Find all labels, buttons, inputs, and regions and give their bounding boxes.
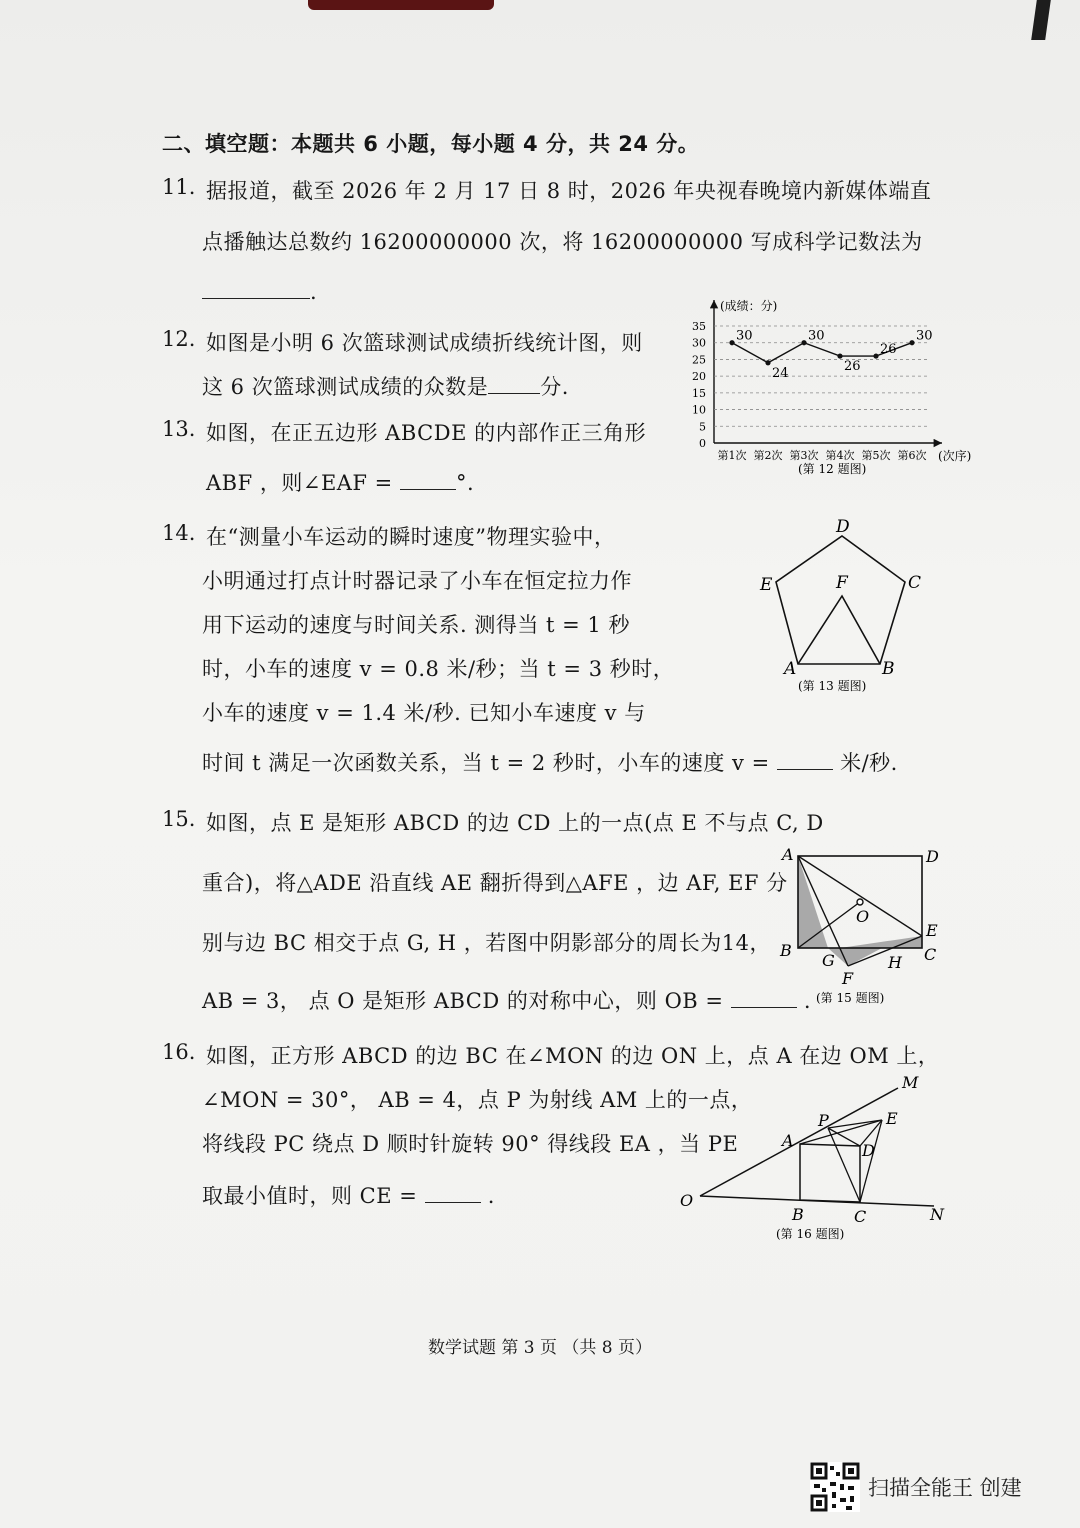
q11-line2: 点播触达总数约 16200000000 次，将 16200000000 写成科学记数法为 — [202, 230, 923, 254]
label-P: P — [818, 1111, 829, 1130]
fig15-rectangle-fold — [770, 840, 960, 1010]
q16-line1: 如图，正方形 ABCD 的边 BC 在∠MON 的边 ON 上，点 A 在边 OM 上， — [206, 1044, 940, 1068]
chart-ytick-label: 5 — [699, 420, 706, 434]
segment-PC — [828, 1128, 860, 1202]
label-E: E — [926, 921, 938, 940]
label-B: B — [792, 1205, 804, 1224]
shaded-region-right — [840, 936, 922, 948]
q13-line2a: ABF ，则∠EAF = — [206, 471, 393, 495]
label-A: A — [784, 659, 797, 679]
label-A: A — [782, 845, 794, 864]
chart-data-label: 30 — [916, 328, 933, 344]
q15-line3: 别与边 BC 相交于点 G, H ，若图中阴影部分的周长为14， — [202, 931, 772, 955]
q15-line4 — [202, 985, 811, 1015]
corner-edge-mark — [1031, 0, 1051, 40]
watermark-text: 扫描全能王 创建 — [868, 1476, 1022, 1500]
q14-line1: 在“测量小车运动的瞬时速度”物理实验中， — [206, 525, 616, 549]
q16-answer-blank — [425, 1184, 481, 1203]
label-D: D — [836, 517, 850, 537]
q14-answer-blank — [777, 751, 833, 770]
chart-data-label: 30 — [808, 328, 825, 344]
chart-xlabel: (次序) — [938, 449, 972, 463]
q12-line2a: 这 6 次篮球测试成绩的众数是 — [202, 375, 489, 399]
q13-line2 — [206, 467, 474, 497]
label-O: O — [680, 1191, 694, 1210]
chart-point — [873, 353, 878, 358]
label-F: F — [842, 969, 854, 988]
q12-number: 12. — [162, 327, 196, 351]
chart-xtick-label: 第3次 — [789, 449, 819, 462]
label-N: N — [930, 1205, 944, 1224]
q16-number: 16. — [162, 1040, 196, 1064]
q13-number: 13. — [162, 417, 196, 441]
label-M: M — [902, 1073, 919, 1092]
square-ABCD — [800, 1144, 860, 1202]
section-title: 二、填空题：本题共 6 小题，每小题 4 分，共 24 分。 — [162, 132, 700, 156]
q14-line6b: 米/秒. — [840, 751, 898, 775]
fig12-line-chart — [680, 290, 980, 486]
label-D: D — [926, 847, 939, 866]
q16-line4 — [202, 1180, 495, 1210]
chart-point — [765, 360, 770, 365]
label-E: E — [760, 575, 773, 595]
chart-ytick-label: 0 — [699, 437, 706, 450]
chart-ytick-label: 15 — [692, 386, 706, 400]
chart-point — [801, 340, 806, 345]
q14-number: 14. — [162, 521, 196, 545]
label-B: B — [780, 941, 792, 960]
chart-point — [729, 340, 734, 345]
fig16-angle-square — [672, 1068, 952, 1244]
q14-line3: 用下运动的速度与时间关系. 测得当 t = 1 秒 — [202, 613, 630, 637]
chart-ytick-label: 25 — [692, 353, 706, 367]
scanner-watermark — [810, 1462, 1050, 1512]
q15-line1: 如图，点 E 是矩形 ABCD 的边 CD 上的一点(点 E 不与点 C, D — [206, 811, 824, 835]
chart-data-label: 26 — [880, 342, 897, 358]
q13-answer-blank — [400, 471, 456, 490]
q14-line4: 时，小车的速度 v = 0.8 米/秒；当 t = 3 秒时， — [202, 657, 675, 681]
chart-xtick-label: 第2次 — [753, 449, 783, 462]
chart-xtick-label: 第6次 — [897, 449, 927, 462]
q16-line2: ∠MON = 30°， AB = 4，点 P 为射线 AM 上的一点， — [202, 1088, 753, 1112]
label-H: H — [888, 953, 902, 972]
chart-ytick-label: 30 — [692, 336, 706, 350]
q16-line4a: 取最小值时，则 CE = — [202, 1184, 418, 1208]
chart-ytick-label: 35 — [692, 320, 706, 333]
fig13-caption: (第 13 题图) — [798, 679, 867, 693]
q13-line1: 如图，在正五边形 ABCDE 的内部作正三角形 — [206, 421, 647, 445]
chart-xtick-label: 第5次 — [861, 449, 891, 462]
q12-line1: 如图是小明 6 次篮球测试成绩折线统计图，则 — [206, 331, 643, 355]
q14-line6a: 时间 t 满足一次函数关系，当 t = 2 秒时，小车的速度 v = — [202, 751, 770, 775]
chart-point — [909, 340, 914, 345]
chart-data-label: 30 — [736, 328, 753, 344]
q16-line4b: . — [487, 1184, 495, 1208]
label-C: C — [908, 573, 922, 593]
page-footer: 数学试题 第 3 页 （共 8 页） — [427, 1338, 653, 1358]
q15-line4b: . — [803, 989, 812, 1013]
shaded-region-left — [798, 856, 828, 948]
pentagon-ABCDE — [776, 536, 905, 664]
top-edge-mark — [308, 0, 494, 10]
chart-ytick-label: 10 — [692, 403, 706, 417]
q15-line4a: AB = 3， 点 O 是矩形 ABCD 的对称中心，则 OB = — [202, 989, 724, 1013]
q16-line3: 将线段 PC 绕点 D 顺时针旋转 90° 得线段 EA ，当 PE — [202, 1132, 739, 1156]
chart-ylabel: (成绩：分) — [720, 299, 778, 313]
chart-ytick-label: 20 — [692, 370, 706, 384]
triangle-ABF — [798, 596, 880, 664]
chart-xtick-label: 第1次 — [717, 449, 747, 462]
fig16-caption: (第 16 题图) — [776, 1227, 845, 1241]
chart-data-label: 24 — [772, 365, 789, 381]
q13-line2b: °. — [455, 471, 475, 495]
label-G: G — [822, 951, 835, 970]
q12-answer-blank — [488, 375, 540, 394]
label-O: O — [856, 907, 870, 926]
q14-line2: 小明通过打点计时器记录了小车在恒定拉力作 — [202, 569, 632, 593]
chart-xtick-label: 第4次 — [825, 449, 855, 462]
q15-line2: 重合)，将△ADE 沿直线 AE 翻折得到△AFE ，边 AF, EF 分 — [202, 871, 788, 895]
chart-data-label: 26 — [844, 359, 861, 375]
label-F: F — [836, 573, 848, 593]
label-D: D — [862, 1141, 875, 1160]
q11-number: 11. — [162, 175, 196, 199]
q14-line6 — [202, 747, 898, 777]
chart-point — [837, 353, 842, 358]
label-C: C — [924, 945, 937, 964]
q14-line5: 小车的速度 v = 1.4 米/秒. 已知小车速度 v 与 — [202, 701, 646, 725]
q11-answer-blank: . — [202, 280, 317, 304]
q15-number: 15. — [162, 807, 196, 831]
qr-code-icon — [810, 1462, 860, 1512]
fig15-caption: (第 15 题图) — [816, 991, 885, 1005]
point-O — [857, 899, 863, 905]
fig12-caption: (第 12 题图) — [798, 462, 867, 476]
q11-line1: 据报道，截至 2026 年 2 月 17 日 8 时，2026 年央视春晚境内新媒体端直 — [206, 179, 932, 203]
q12-line2b: 分. — [540, 375, 569, 399]
label-B: B — [882, 659, 895, 679]
label-C: C — [854, 1207, 867, 1226]
fig13-pentagon — [750, 510, 930, 696]
q12-line2 — [202, 371, 569, 401]
label-A: A — [782, 1131, 794, 1150]
label-E: E — [886, 1109, 898, 1128]
